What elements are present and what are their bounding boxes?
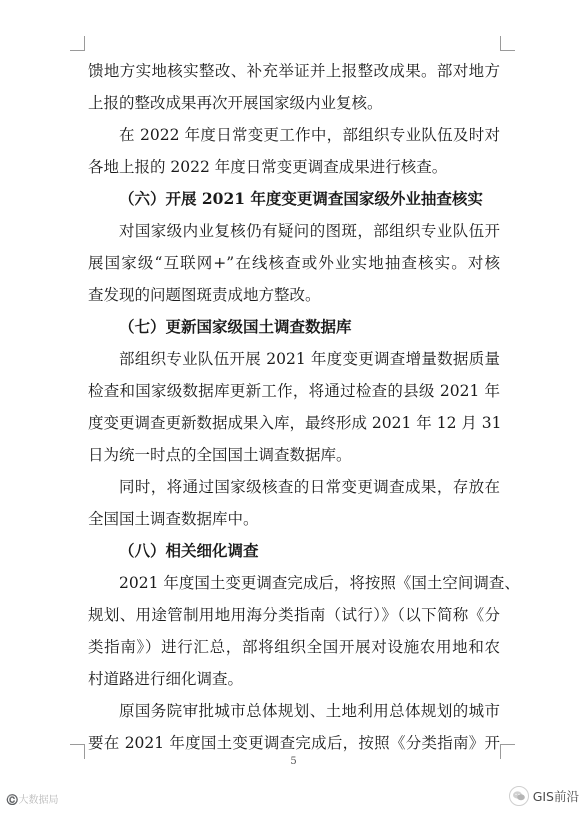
wechat-logo-icon [509,786,529,806]
body-line: 同时，将通过国家级核查的日常变更调查成果，存放在 [119,478,500,496]
body-line: 各地上报的 2022 年度日常变更调查成果进行核查。 [88,158,448,176]
body-line: 原国务院审批城市总体规划、土地利用总体规划的城市 [119,702,500,720]
page-number: 5 [290,756,297,767]
body-line: 日为统一时点的全国国土调查数据库。 [88,446,352,464]
body-line: 馈地方实地核实整改、补充举证并上报整改成果。部对地方 [88,62,500,80]
body-line: 全国国土调查数据库中。 [88,510,259,528]
section-heading: （七）更新国家级国土调查数据库 [119,317,352,336]
section-heading: （六）开展 2021 年度变更调查国家级外业抽查核实 [119,189,483,208]
body-line: 规划、用途管制用地用海分类指南（试行）》（以下简称《分 [88,606,500,624]
body-line: 类指南》）进行汇总，部将组织全国开展对设施农用地和农 [88,638,500,656]
body-line: 上报的整改成果再次开展国家级内业复核。 [88,94,383,112]
body-line: 度变更调查更新数据成果入库，最终形成 2021 年 12 月 31 [88,414,502,432]
watermark-right [509,786,579,806]
body-line: 对国家级内业复核仍有疑问的图斑，部组织专业队伍开 [119,222,500,240]
crop-mark-top-right [500,36,515,51]
body-line: 村道路进行细化调查。 [88,670,244,688]
watermark-left: ©️大数据局 [6,795,59,806]
body-line: 展国家级“互联网+”在线核查或外业实地抽查核实。对核 [88,254,500,272]
body-line: 部组织专业队伍开展 2021 年度变更调查增量数据质量 [119,350,500,368]
body-line: 在 2022 年度日常变更工作中，部组织专业队伍及时对 [119,126,500,144]
watermark-right-label: GIS前沿 [532,789,579,804]
body-line: 要在 2021 年度国土变更调查完成后，按照《分类指南》开 [88,734,500,752]
body-line: 检查和国家级数据库更新工作，将通过检查的县级 2021 年 [88,382,500,400]
section-heading: （八）相关细化调查 [119,541,259,560]
body-line: 2021 年度国土变更调查完成后，将按照《国土空间调查、 [119,574,520,592]
crop-mark-top-left [70,36,85,51]
body-line: 查发现的问题图斑责成地方整改。 [88,286,321,304]
